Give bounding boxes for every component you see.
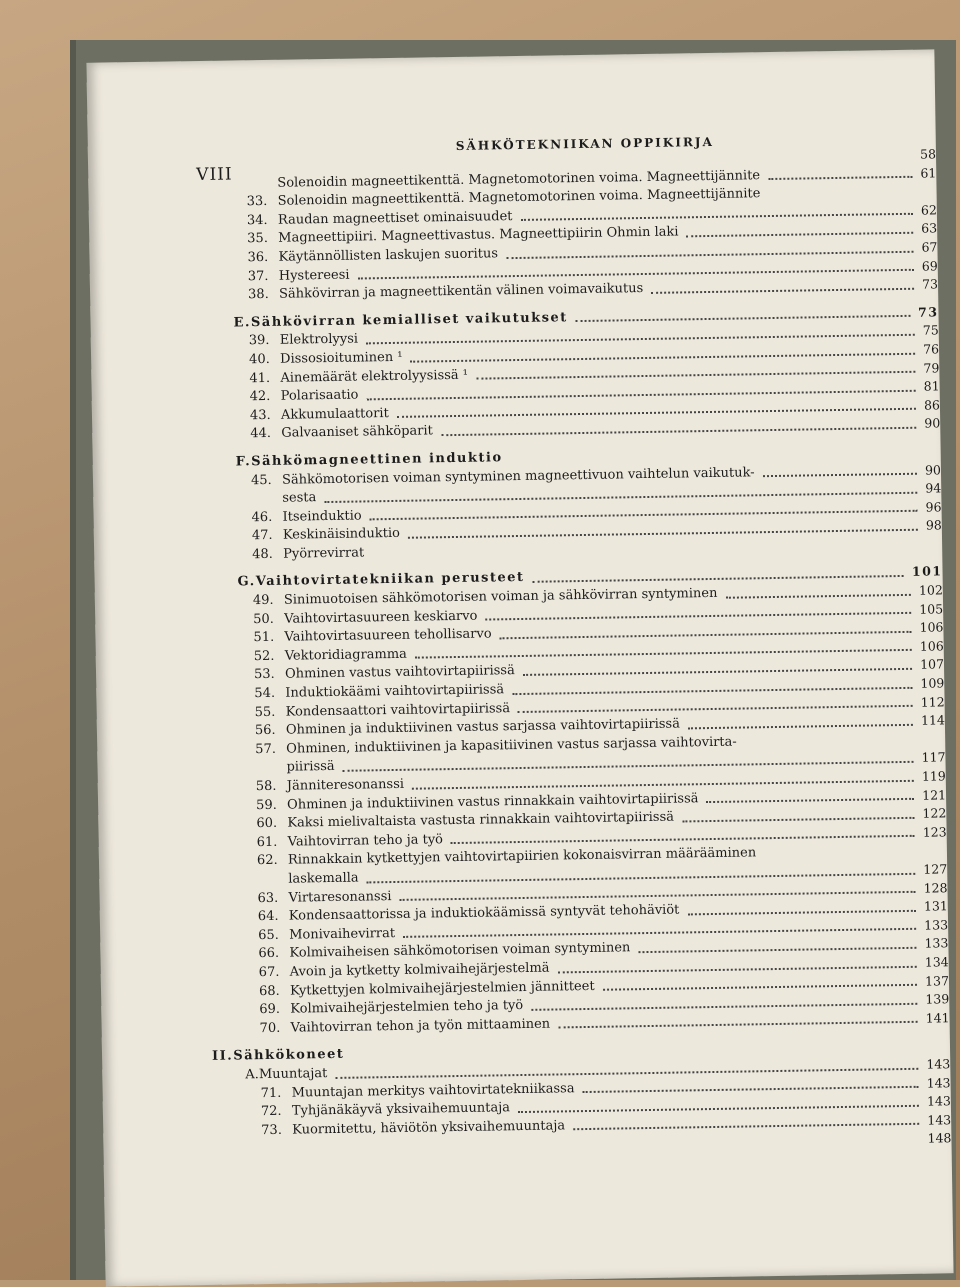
toc-entry-page: 86 bbox=[924, 396, 940, 415]
dot-leader bbox=[533, 575, 904, 583]
toc-entry-page: 90 bbox=[925, 461, 941, 480]
dot-leader bbox=[576, 315, 911, 322]
toc-entry-title: Avoin ja kytketty kolmivaihejärjestelmä bbox=[290, 960, 550, 983]
toc-entry-number: 53. bbox=[254, 666, 285, 685]
toc-entry-title: laskemalla bbox=[288, 870, 359, 890]
toc-entry-number: 33. bbox=[247, 193, 278, 212]
toc-entry-page: 139 bbox=[925, 990, 949, 1009]
dot-leader bbox=[682, 817, 914, 823]
toc-entry-number: E. bbox=[233, 314, 251, 333]
toc-entry-page: 102 bbox=[919, 581, 943, 600]
toc-entry-title: Pyörrevirrat bbox=[283, 544, 364, 564]
toc-entry-page: 75 bbox=[923, 322, 939, 341]
toc-entry-title: Induktiokäämi vaihtovirtapiirissä bbox=[285, 681, 504, 703]
toc-entry-page: 96 bbox=[925, 498, 941, 517]
dot-leader bbox=[726, 594, 911, 599]
toc-entry-title: Keskinäisinduktio bbox=[283, 525, 400, 545]
dot-leader bbox=[603, 984, 917, 991]
toc-entry-title: Virtaresonanssi bbox=[288, 888, 391, 908]
toc-entry-page: 81 bbox=[924, 378, 940, 397]
toc-entry-title: Vaihtovirtasuureen tehollisarvo bbox=[284, 626, 491, 648]
toc-entry-title: Kolmivaihejärjestelmien teho ja työ bbox=[290, 997, 523, 1019]
toc-entry-page: 121 bbox=[922, 786, 946, 805]
toc-entry-page: 79 bbox=[923, 359, 939, 378]
toc-entry-number: 67. bbox=[259, 964, 290, 983]
toc-entry-title: Galvaaniset sähköparit bbox=[281, 423, 433, 444]
dot-leader bbox=[531, 1003, 917, 1011]
toc-entry-title: Sinimuotoisen sähkömotorisen voiman ja sähkövirran syntyminen bbox=[284, 585, 718, 610]
toc-entry-title: Kondensaattorissa ja induktiokäämissä syntyvät tehohäviöt bbox=[289, 902, 680, 927]
toc-entry-page: 98 bbox=[926, 517, 942, 536]
toc-entry-number: 61. bbox=[257, 833, 288, 852]
toc-entry-number: 44. bbox=[250, 425, 281, 444]
toc-entry-title: Raudan magneettiset ominaisuudet bbox=[278, 208, 513, 230]
toc-entry-page: 133 bbox=[924, 916, 948, 935]
dot-leader bbox=[638, 947, 916, 953]
toc-entry-page: 73 bbox=[922, 276, 938, 295]
toc-entry-title: Kuormitettu, häviötön yksivaihemuuntaja bbox=[292, 1117, 565, 1140]
toc-entry-number: 68. bbox=[259, 982, 290, 1001]
toc-entry-title: Kolmivaiheisen sähkömotorisen voiman syntyminen bbox=[289, 940, 630, 964]
toc-entry-number: 66. bbox=[258, 945, 289, 964]
toc-entry-title: Solenoidin magneettikenttä. Magnetomotorinen voima. Magneettijännite bbox=[278, 185, 761, 211]
toc-entry-title: Kytkettyjen kolmivaihejärjestelmien jännitteet bbox=[290, 977, 595, 1000]
dot-leader bbox=[688, 724, 913, 730]
toc-entry-number: 70. bbox=[259, 1019, 290, 1038]
toc-entry-number: 47. bbox=[252, 527, 283, 546]
toc-entry-page: 134 bbox=[925, 953, 949, 972]
toc-entry-title: Solenoidin magneettikenttä. Magnetomotorinen voima. Magneettijännite bbox=[277, 167, 760, 193]
dot-leader bbox=[763, 473, 917, 477]
toc-entry-page: 109 bbox=[920, 674, 944, 693]
toc-entry-page: 61 bbox=[920, 164, 936, 183]
toc-entry-number: 65. bbox=[258, 926, 289, 945]
toc-entry-title: Polarisaatio bbox=[281, 387, 359, 407]
toc-entry-page: 69 bbox=[922, 257, 938, 276]
toc-entry-page: 67 bbox=[921, 238, 937, 257]
toc-entry-number: 58. bbox=[256, 778, 287, 797]
toc-entry-number: 46. bbox=[251, 508, 282, 527]
toc-entry-page: 133 bbox=[924, 935, 948, 954]
toc-entry-title: Hystereesi bbox=[279, 266, 350, 286]
toc-entry-number: 69. bbox=[259, 1001, 290, 1020]
toc-entry-title: Ainemäärät elektrolyysissä ¹ bbox=[280, 366, 468, 388]
toc-entry-page: 141 bbox=[926, 1009, 950, 1028]
toc-entry-page: 106 bbox=[920, 637, 944, 656]
toc-entry-page: 107 bbox=[920, 656, 944, 675]
toc-entry-page: 105 bbox=[919, 600, 943, 619]
toc-entry-title: sesta bbox=[282, 489, 316, 508]
toc-entry-page: 143 bbox=[927, 1111, 951, 1130]
toc-entry-page: 58 bbox=[920, 145, 936, 164]
toc-entry-page: 117 bbox=[921, 749, 945, 768]
toc-entry-number: 40. bbox=[249, 351, 280, 370]
toc-entry-page: 143 bbox=[927, 1074, 951, 1093]
toc-entry-number: 49. bbox=[253, 592, 284, 611]
toc-entry-number: 41. bbox=[249, 369, 280, 388]
toc-entry-number: 43. bbox=[250, 406, 281, 425]
toc-entry-number: G. bbox=[237, 574, 255, 593]
toc-entry-title: Muuntajan merkitys vaihtovirtatekniikassa bbox=[292, 1080, 575, 1103]
toc-entry-page: 143 bbox=[927, 1092, 951, 1111]
toc-entry-number: A. bbox=[245, 1066, 259, 1085]
dot-leader bbox=[523, 668, 912, 676]
toc-entry-page: 131 bbox=[924, 897, 948, 916]
toc-entry-number: 56. bbox=[255, 722, 286, 741]
toc-entry-number: 63. bbox=[257, 889, 288, 908]
toc-entry-number: 71. bbox=[261, 1084, 292, 1103]
toc-entry-number: 62. bbox=[257, 852, 288, 871]
toc-entry-number: 50. bbox=[253, 610, 284, 629]
page-folio: VIII bbox=[196, 164, 233, 185]
toc-entry-title: Vaihtovirtatekniikan perusteet bbox=[256, 569, 525, 592]
toc-entry-title: Vaihtovirran tehon ja työn mittaaminen bbox=[290, 1015, 550, 1038]
toc-entry-page: 62 bbox=[921, 201, 937, 220]
toc-entry-page: 114 bbox=[921, 712, 945, 731]
toc-entry-number: 52. bbox=[254, 648, 285, 667]
toc-entry-title: Ohminen ja induktiivinen vastus sarjassa vaihtovirtapiirissä bbox=[286, 716, 680, 741]
toc-entry-title: Jänniteresonanssi bbox=[287, 776, 404, 796]
toc-entry-number: 42. bbox=[250, 388, 281, 407]
toc-entry-title: Ohminen vastus vaihtovirtapiirissä bbox=[285, 663, 515, 685]
toc-entry-title: Sähkövirran kemialliset vaikutukset bbox=[251, 309, 568, 333]
book-page bbox=[86, 49, 953, 1286]
toc-entry-number: 55. bbox=[255, 703, 286, 722]
toc-entry-page: 112 bbox=[921, 693, 945, 712]
toc-entry-number: 73. bbox=[261, 1121, 292, 1140]
toc-entry-page: 73 bbox=[918, 303, 939, 322]
book-title: SÄHKÖTEKNIIKAN OPPIKIRJA bbox=[456, 135, 714, 153]
toc-entry-title: Sähkömotorisen voiman syntyminen magneettivuon vaihtelun vaikutuk- bbox=[282, 464, 755, 490]
toc-entry-title: Käytännöllisten laskujen suoritus bbox=[278, 245, 498, 267]
toc-entry-page: 127 bbox=[923, 860, 947, 879]
toc-entry-title: Itseinduktio bbox=[282, 507, 361, 527]
toc-entry-page: 101 bbox=[912, 563, 943, 582]
dot-leader bbox=[559, 1021, 918, 1029]
toc-entry-number: 72. bbox=[261, 1103, 292, 1122]
toc-entry-title: Akkumulaattorit bbox=[281, 405, 389, 425]
toc-entry-number: 60. bbox=[256, 815, 287, 834]
toc-entry-title: Kondensaattori vaihtovirtapiirissä bbox=[286, 700, 511, 722]
toc-entry-title: Monivaihevirrat bbox=[289, 925, 395, 945]
toc-entry-page: 123 bbox=[923, 823, 947, 842]
toc-entry-page: 128 bbox=[924, 879, 948, 898]
toc-entry-title: Elektrolyysi bbox=[280, 331, 358, 351]
toc-entry-number: 57. bbox=[255, 740, 286, 759]
toc-entry-number: 54. bbox=[254, 685, 285, 704]
toc-entry-title: Tyhjänäkäyvä yksivaihemuuntaja bbox=[292, 1099, 510, 1121]
toc-entry-title: Dissosioituminen ¹ bbox=[280, 349, 403, 370]
toc-entry-page: 63 bbox=[921, 220, 937, 239]
toc-entry-title: Magneettipiiri. Magneettivastus. Magneettipiirin Ohmin laki bbox=[278, 224, 679, 249]
dot-leader bbox=[558, 965, 917, 973]
dot-leader bbox=[768, 176, 912, 180]
toc-entry-title: Sähkökoneet bbox=[233, 1046, 344, 1066]
toc-entry-page: 119 bbox=[922, 767, 946, 786]
toc-entry-number: 34. bbox=[247, 212, 278, 231]
toc-entry-number: 64. bbox=[258, 908, 289, 927]
toc-entry-page: 76 bbox=[923, 340, 939, 359]
toc-entry-page: 106 bbox=[919, 619, 943, 638]
toc-entry-number: 39. bbox=[249, 332, 280, 351]
dot-leader bbox=[706, 798, 914, 803]
toc-entry-page: 137 bbox=[925, 972, 949, 991]
toc-entry-number: 45. bbox=[251, 471, 282, 490]
toc-entry-title: Vaihtovirtasuureen keskiarvo bbox=[284, 607, 477, 629]
toc-entry-page: 90 bbox=[924, 415, 940, 434]
toc-entry-title: Vektoridiagramma bbox=[285, 646, 407, 667]
toc-entry-number: 59. bbox=[256, 796, 287, 815]
toc-entry-title: Vaihtovirran teho ja työ bbox=[288, 831, 444, 852]
toc-entry-title: Ohminen ja induktiivinen vastus rinnakkain vaihtovirtapiirissä bbox=[287, 790, 699, 815]
toc-entry-number: 35. bbox=[247, 230, 278, 249]
dot-leader bbox=[686, 232, 913, 238]
toc-entry-title: piirissä bbox=[286, 758, 334, 777]
dot-leader bbox=[651, 288, 914, 294]
toc-entry-number: II. bbox=[212, 1048, 233, 1067]
toc-entry-page: 143 bbox=[926, 1055, 950, 1074]
dot-leader bbox=[573, 1123, 919, 1130]
toc-entry-number: 48. bbox=[252, 546, 283, 565]
toc-entry-number: 36. bbox=[247, 249, 278, 268]
dot-leader bbox=[441, 427, 916, 436]
toc-entry-title: Kaksi mielivaltaista vastusta rinnakkain vaihtovirtapiirissä bbox=[287, 809, 674, 834]
toc-entry-number: F. bbox=[236, 453, 252, 472]
toc-entry-page: 122 bbox=[922, 805, 946, 824]
toc-entry-number: 38. bbox=[248, 286, 279, 305]
table-of-contents bbox=[196, 145, 952, 1159]
toc-entry-number: 51. bbox=[253, 629, 284, 648]
toc-entry-title: Ohminen, induktiivinen ja kapasitiivinen vastus sarjassa vaihtovirta- bbox=[286, 733, 737, 759]
dot-leader bbox=[583, 1086, 919, 1093]
toc-entry-title: Rinnakkain kytkettyjen vaihtovirtapiirien kokonaisvirran määrääminen bbox=[288, 845, 756, 871]
toc-entry-page: 94 bbox=[925, 479, 941, 498]
toc-entry-number: 37. bbox=[248, 267, 279, 286]
toc-entry-title: Sähkömagneettinen induktio bbox=[251, 449, 503, 472]
dot-leader bbox=[688, 910, 916, 916]
toc-entry-title: Sähkövirran ja magneettikentän välinen voimavaikutus bbox=[279, 280, 643, 304]
toc-entry-page: 148 bbox=[927, 1130, 951, 1149]
toc-entry-title: Muuntajat bbox=[259, 1065, 328, 1085]
